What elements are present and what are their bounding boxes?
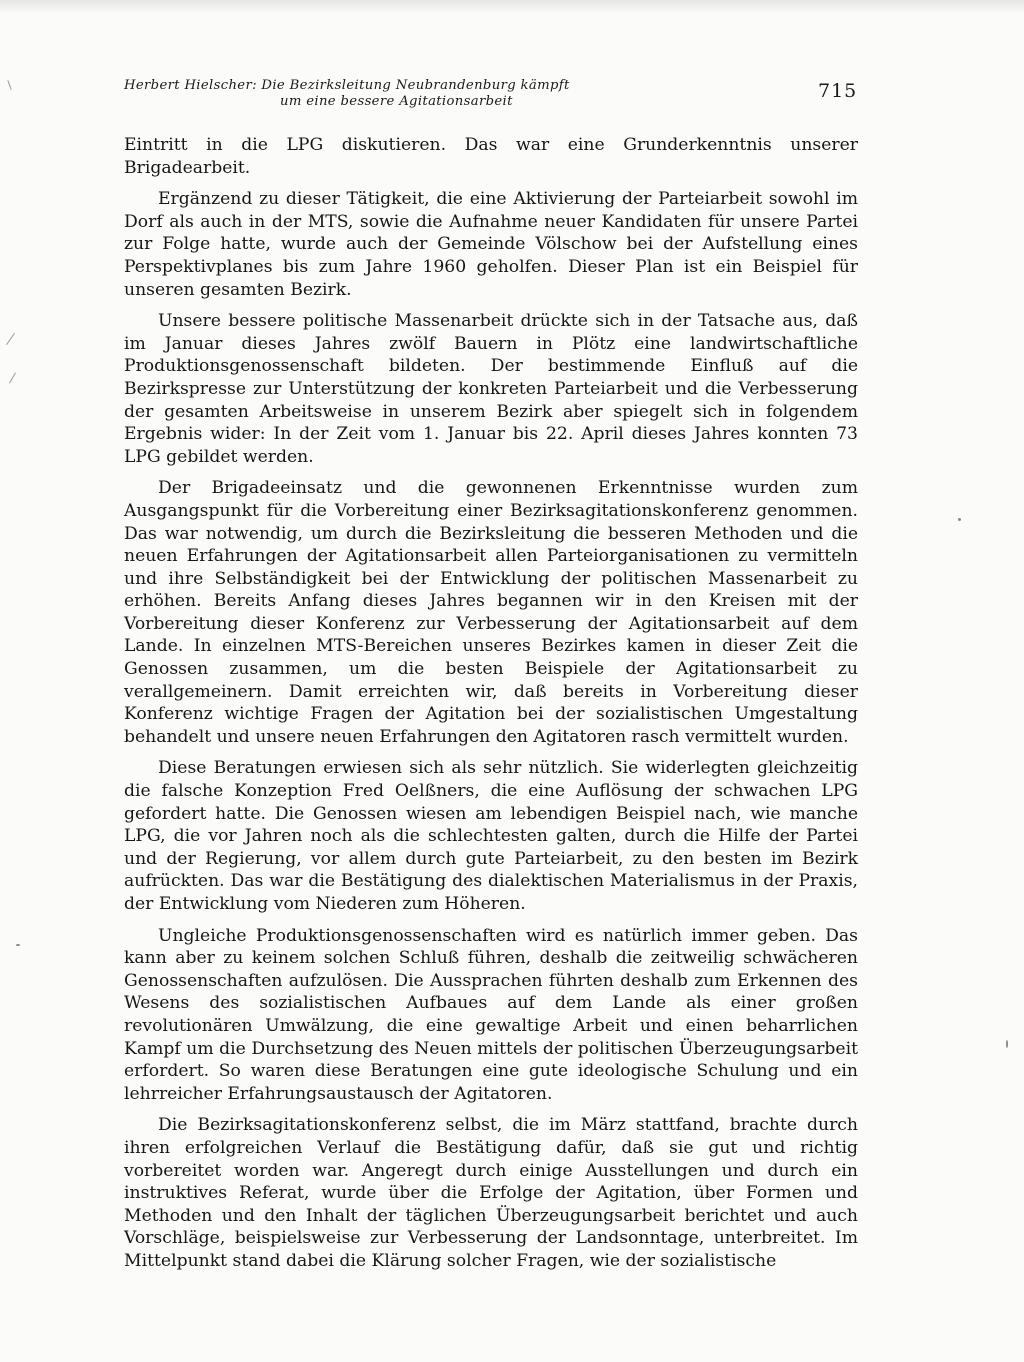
page-number: 715 [818, 80, 858, 102]
paragraph: Eintritt in die LPG diskutieren. Das war eine Grunderkenntnis unserer Brigadearbeit. [124, 135, 858, 178]
scan-mark [9, 373, 16, 384]
running-head-line-1: Herbert Hielscher: Die Bezirksleitung Neubrandenburg kämpft [124, 78, 570, 93]
running-head-line-2: um eine bessere Agitationsarbeit [280, 93, 513, 109]
scan-speck [1006, 1040, 1008, 1048]
paragraph: Ungleiche Produktionsgenossenschaften wird es natürlich immer geben. Das kann aber zu keinem solchen Schluß führen, deshalb die zeitweilig schwächeren Genossenschaften aufzulösen. Die Aussprachen führten deshalb zum Erkennen des Wesens des sozialistischen Aufbaues auf dem Lande als einer großen revolutionären Umwälzung, die eine gewaltige Arbeit und einen beharrlichen Kampf um die Durchsetzung des Neuen mittels der politischen Überzeugungsarbeit erfordert. So waren diese Beratungen eine gute ideologische Schulung und ein lehrreicher Erfahrungsaustausch der Agitatoren. [124, 925, 858, 1104]
running-head [124, 78, 604, 109]
paragraph: Der Brigadeeinsatz und die gewonnenen Erkenntnisse wurden zum Ausgangspunkt für die Vorbereitung einer Bezirksagitationskonferenz genommen. Das war notwendig, um durch die Bezirksleitung die besseren Methoden und die neuen Erfahrungen der Agitationsarbeit allen Parteiorganisationen zu vermitteln und ihre Selbständigkeit bei der Entwicklung der politischen Massenarbeit zu erhöhen. Bereits Anfang dieses Jahres begannen wir in den Kreisen mit der Vorbereitung dieser Konferenz zur Verbesserung der Agitationsarbeit auf dem Lande. In einzelnen MTS-Bereichen unseres Bezirkes kamen in dieser Zeit die Genossen zusammen, um die besten Beispiele der Agitationsarbeit zu verallgemeinern. Damit erreichten wir, daß bereits in Vorbereitung dieser Konferenz wichtige Fragen der Agitation bei der sozialistischen Umgestaltung behandelt und unsere neuen Erfahrungen den Agitatoren rasch vermittelt wurden. [124, 478, 858, 747]
scan-mark [7, 80, 11, 90]
body-text [124, 134, 858, 1282]
paragraph: Unsere bessere politische Massenarbeit drückte sich in der Tatsache aus, daß im Januar dieses Jahres zwölf Bauern in Plötz eine landwirtschaftliche Produktionsgenossenschaft bildeten. Der bestimmende Einfluß auf die Bezirkspresse zur Unterstützung der konkreten Parteiarbeit und die Verbesserung der gesamten Arbeitsweise in unserem Bezirk aber spiegelt sich in folgendem Ergebnis wider: In der Zeit vom 1. Januar bis 22. April dieses Jahres konnten 73 LPG gebildet werden. [124, 311, 858, 467]
scan-mark [6, 333, 15, 345]
scan-speck [958, 518, 961, 521]
paragraph: Ergänzend zu dieser Tätigkeit, die eine Aktivierung der Parteiarbeit sowohl im Dorf als auch in der MTS, sowie die Aufnahme neuer Kandidaten für unsere Partei zur Folge hatte, wurde auch der Gemeinde Völschow bei der Aufstellung eines Perspektivplanes bis zum Jahre 1960 geholfen. Dieser Plan ist ein Beispiel für unseren gesamten Bezirk. [124, 189, 858, 300]
scan-edge-shadow [0, 0, 1024, 14]
scan-speck [16, 944, 20, 946]
paragraph: Diese Beratungen erwiesen sich als sehr nützlich. Sie widerlegten gleichzeitig die falsche Konzeption Fred Oelßners, die eine Auflösung der schwachen LPG gefordert hatte. Die Genossen wiesen am lebendigen Beispiel nach, wie manche LPG, die vor Jahren noch als die schlechtesten galten, durch die Hilfe der Partei und der Regierung, vor allem durch gute Parteiarbeit, zu den besten im Bezirk aufrückten. Das war die Bestätigung des dialektischen Materialismus in der Praxis, der Entwicklung vom Niederen zum Höheren. [124, 758, 858, 914]
paragraph: Die Bezirksagitationskonferenz selbst, die im März stattfand, brachte durch ihren erfolgreichen Verlauf die Bestätigung dafür, daß sie gut und richtig vorbereitet worden war. Angeregt durch einige Ausstellungen und durch ein instruktives Referat, wurde über die Erfolge der Agitation, über Formen und Methoden und den Inhalt der täglichen Überzeugungsarbeit berichtet und auch Vorschläge, beispielsweise zur Verbesserung der Landsonntage, unterbreitet. Im Mittelpunkt stand dabei die Klärung solcher Fragen, wie der sozialistische [124, 1115, 858, 1271]
